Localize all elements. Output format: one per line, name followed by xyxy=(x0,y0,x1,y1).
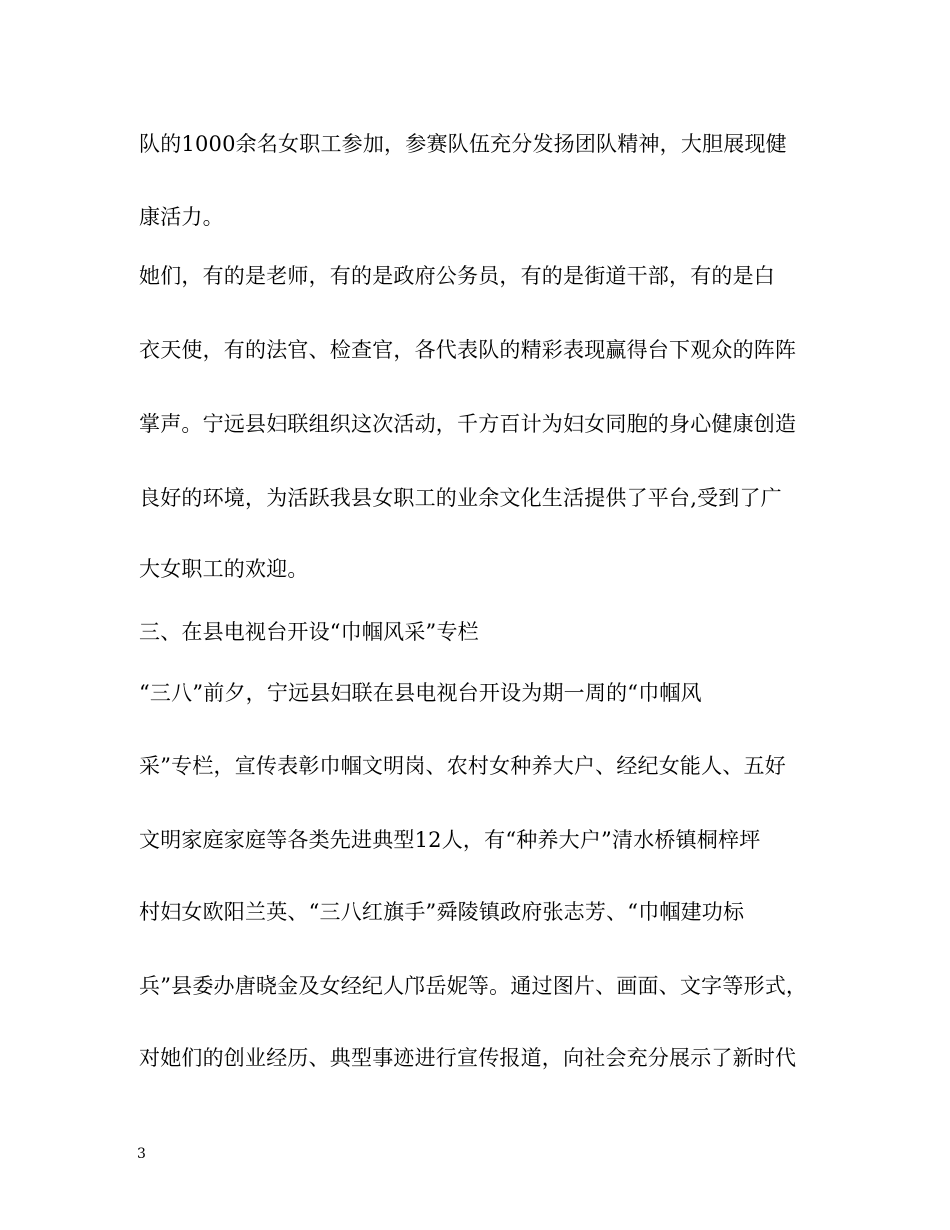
text-line: 良好的环境，为活跃我县女职工的业余文化生活提供了平台,受到了广 xyxy=(139,486,782,510)
text-line: 村妇女欧阳兰英、“三八红旗手”舜陵镇政府张志芳、“巾帼建功标 xyxy=(139,900,745,924)
text-line: 对她们的创业经历、典型事迹进行宣传报道，向社会充分展示了新时代 xyxy=(139,1046,797,1070)
text-line: 大女职工的欢迎。 xyxy=(139,557,309,581)
text-line: 康活力。 xyxy=(139,205,224,229)
text-line: 衣天使，有的法官、检查官，各代表队的精彩表现赢得台下观众的阵阵 xyxy=(139,338,797,362)
text-line: “三八”前夕，宁远县妇联在县电视台开设为期一周的“巾帼风 xyxy=(139,681,702,705)
page-number: 3 xyxy=(137,1146,146,1162)
section-heading: 三、在县电视台开设“巾帼风采”专栏 xyxy=(139,620,479,644)
text-line: 掌声。宁远县妇联组织这次活动，千方百计为妇女同胞的身心健康创造 xyxy=(139,412,797,436)
text-line: 采”专栏，宣传表彰巾帼文明岗、农村女种养大户、经纪女能人、五好 xyxy=(139,754,786,778)
text-line: 队的1000余名女职工参加，参赛队伍充分发扬团队精神，大胆展现健 xyxy=(139,132,787,156)
text-line: 兵”县委办唐晓金及女经纪人邝岳妮等。通过图片、画面、文字等形式， xyxy=(139,974,808,998)
text-line: 她们，有的是老师，有的是政府公务员，有的是街道干部，有的是白 xyxy=(139,264,775,288)
text-line: 文明家庭家庭等各类先进典型12人，有“种养大户”清水桥镇桐梓坪 xyxy=(139,828,761,852)
